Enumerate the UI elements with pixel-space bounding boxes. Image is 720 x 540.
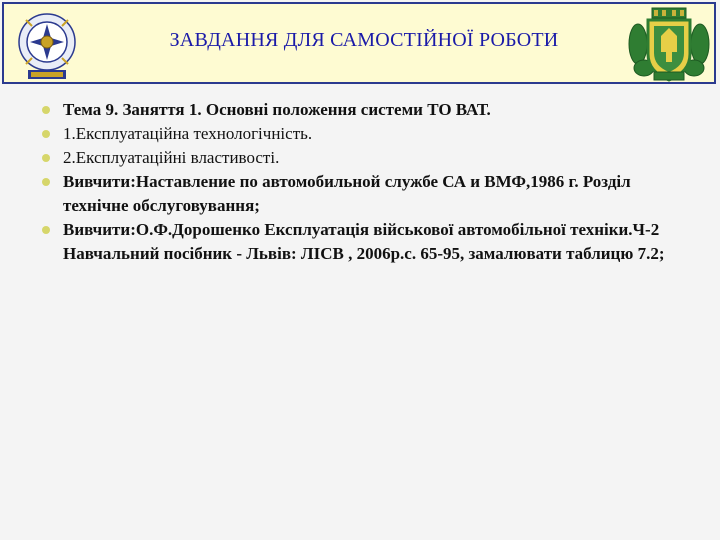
list-item-text: Вивчити:О.Ф.Дорошенко Експлуатація військової автомобільної техніки.Ч-2 Навчальний посібник - Львів: ЛІСВ , 2006р.с. 65-95, замалювати таблицю 7.2; xyxy=(63,220,665,263)
list-item xyxy=(40,122,700,146)
bullet-icon xyxy=(42,130,50,138)
list-item-text: 1.Експлуатаційна технологічність. xyxy=(63,124,313,143)
military-institute-emblem-icon xyxy=(12,8,82,84)
list-item-text: Вивчити:Наставление по автомобильной службе СА и ВМФ,1986 г. Розділ технічне обслуговування; xyxy=(63,172,631,215)
page-title: ЗАВДАННЯ ДЛЯ САМОСТІЙНОЇ РОБОТИ xyxy=(169,29,559,51)
list-item xyxy=(40,98,700,122)
bullet-icon xyxy=(42,106,50,114)
list-item xyxy=(40,170,700,218)
bullet-icon xyxy=(42,178,50,186)
bullet-icon xyxy=(42,226,50,234)
bullet-icon xyxy=(42,154,50,162)
list-item xyxy=(40,218,700,266)
list-item-text: 2.Експлуатаційні властивості. xyxy=(63,148,280,167)
lion-shield-emblem-icon xyxy=(624,6,714,86)
list-item-text: Тема 9. Заняття 1. Основні положення системи ТО ВАТ. xyxy=(63,100,491,119)
header-banner xyxy=(2,2,716,84)
task-content xyxy=(40,98,700,266)
task-list xyxy=(40,98,700,266)
list-item xyxy=(40,146,700,170)
